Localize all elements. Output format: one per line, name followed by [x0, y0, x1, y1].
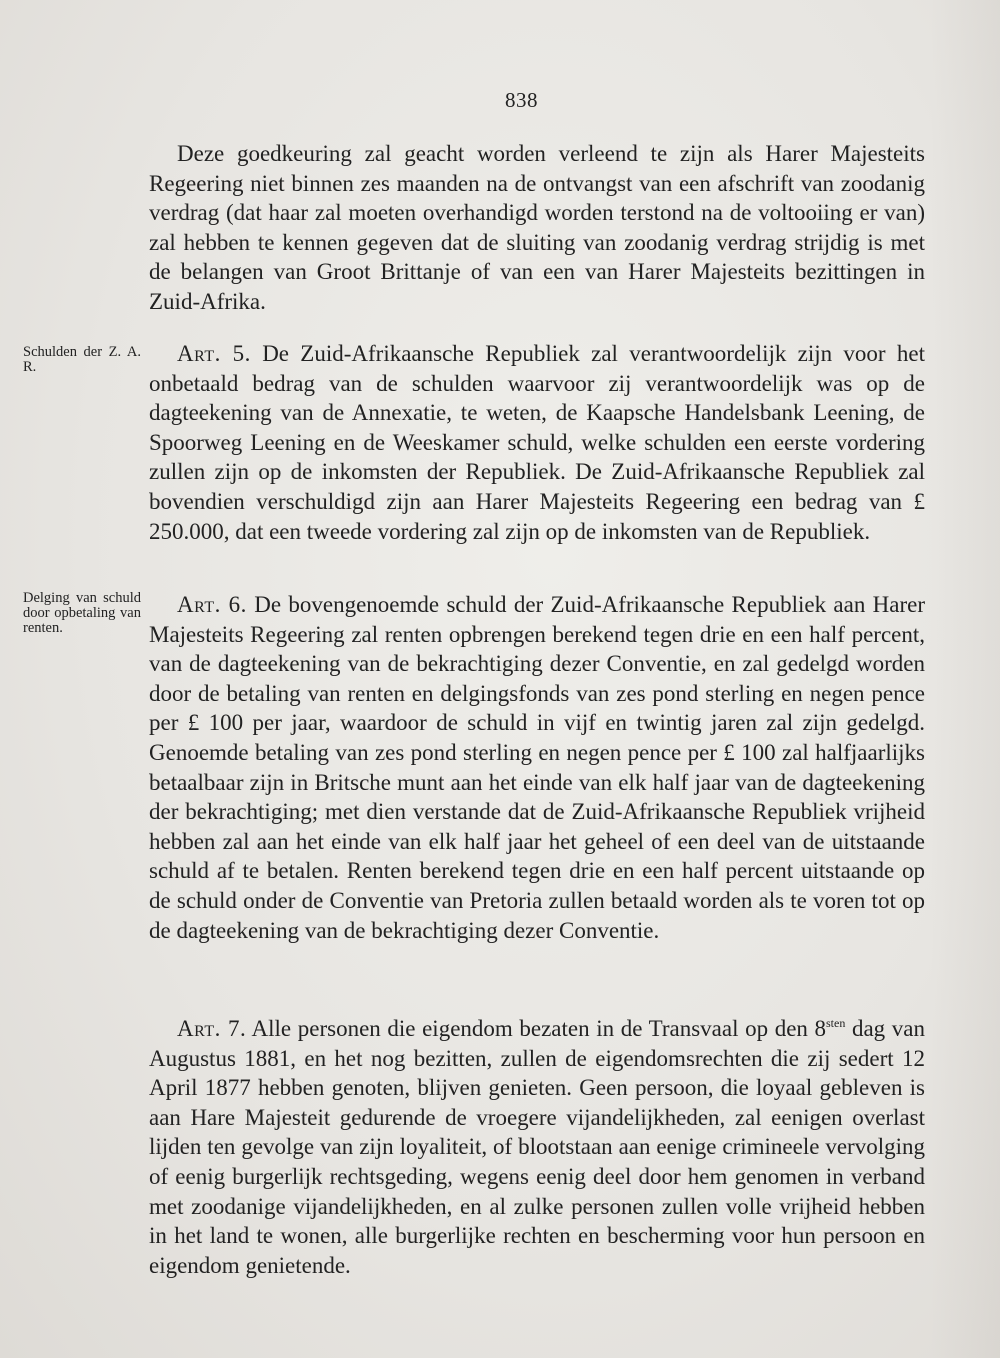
article-7-text-after: dag van Augustus 1881, en het nog bezitten, zullen de eigendomsrechten die zij sedert 12 April 1877 hebben genoten, blijven genieten. Geen persoon, die loyaal gebleven is aan Hare Majesteit gedurende de vroegere vijandelijkheden, zal eenigen overlast lijden ten gevolge van zijn loyaliteit, of blootstaan aan eenige crimineele vervolging of eenig burgerlijk rechtsgeding, wegens eenig deel door hem genomen in verband met zoodanige vijandelijkheden, en al zulke personen zullen volle vrijheid hebben in het land te wonen, alle burgerlijke rechten en bescherming voor hun persoon en eigendom genietende. [149, 1016, 925, 1278]
page-number: 838 [505, 88, 538, 112]
intro-paragraph: Deze goedkeuring zal geacht worden verleend te zijn als Harer Majesteits Regeering niet binnen zes maanden na de ontvangst van een afschrift van zoodanig verdrag (dat haar zal moeten overhandigd worden terstond na de voltooiing er van) zal hebben te kennen gegeven dat de sluiting van zoodanig verdrag strijdig is met de belangen van Groot Brittanje of van een van Harer Majesteits bezittingen in Zuid-Afrika. [149, 141, 925, 314]
article-6-paragraph [149, 590, 925, 945]
page-fold-shadow [930, 0, 1000, 1358]
article-5-text: De Zuid-Afrikaansche Republiek zal verantwoordelijk zijn voor het onbetaald bedrag van de schulden waarvoor zij verantwoordelijk was op de dagteekening van de Annexatie, te weten, de Kaapsche Handelsbank Leening, de Spoorweg Leening en de Weeskamer schuld, welke schulden een eerste vordering zullen zijn op de inkomsten der Republiek. De Zuid-Afrikaansche Republiek zal bovendien verschuldigd zijn aan Harer Majesteits Regeering een bedrag van £ 250.000, dat een tweede vordering zal zijn op de inkomsten van de Republiek. [149, 341, 925, 544]
article-6-heading: Art. 6. [177, 592, 247, 617]
ordinal-superscript: sten [826, 1016, 846, 1030]
margin-note-art5: Schulden der Z. A. R. [23, 344, 141, 375]
article-7-section [149, 1014, 925, 1280]
intro-section [149, 139, 925, 317]
article-5-section [149, 339, 925, 546]
margin-note-art6: Delging van schuld door opbetaling van renten. [23, 590, 141, 636]
article-6-text: De bovengenoemde schuld der Zuid-Afrikaansche Republiek aan Harer Majesteits Regeering zal renten opbrengen berekend tegen drie en een half percent, van de dagteekening van de bekrachtiging dezer Conventie, en zal gedelgd worden door de betaling van renten en delgingsfonds van zes pond sterling en negen pence per £ 100 per jaar, waardoor de schuld in vijf en twintig jaren zal zijn gedelgd. Genoemde betaling van zes pond sterling en negen pence per £ 100 zal halfjaarlijks betaalbaar zijn in Britsche munt aan het einde van elk half jaar van de dagteekening der bekrachtiging; met dien verstande dat de Zuid-Afrikaansche Republiek vrijheid hebben zal aan het einde van elk half jaar het geheel of een deel van de uitstaande schuld af te betalen. Renten berekend tegen drie en een half percent uitstaande op de schuld onder de Conventie van Pretoria zullen betaald worden als te voren tot op de dagteekening van de bekrachtiging dezer Conventie. [149, 592, 925, 943]
article-7-heading: Art. 7. [177, 1016, 247, 1041]
article-5-paragraph [149, 339, 925, 546]
article-7-paragraph [149, 1014, 925, 1280]
article-6-section [149, 590, 925, 945]
article-5-heading: Art. 5. [177, 341, 251, 366]
article-7-text-before: Alle personen die eigendom bezaten in de Transvaal op den 8 [251, 1016, 827, 1041]
